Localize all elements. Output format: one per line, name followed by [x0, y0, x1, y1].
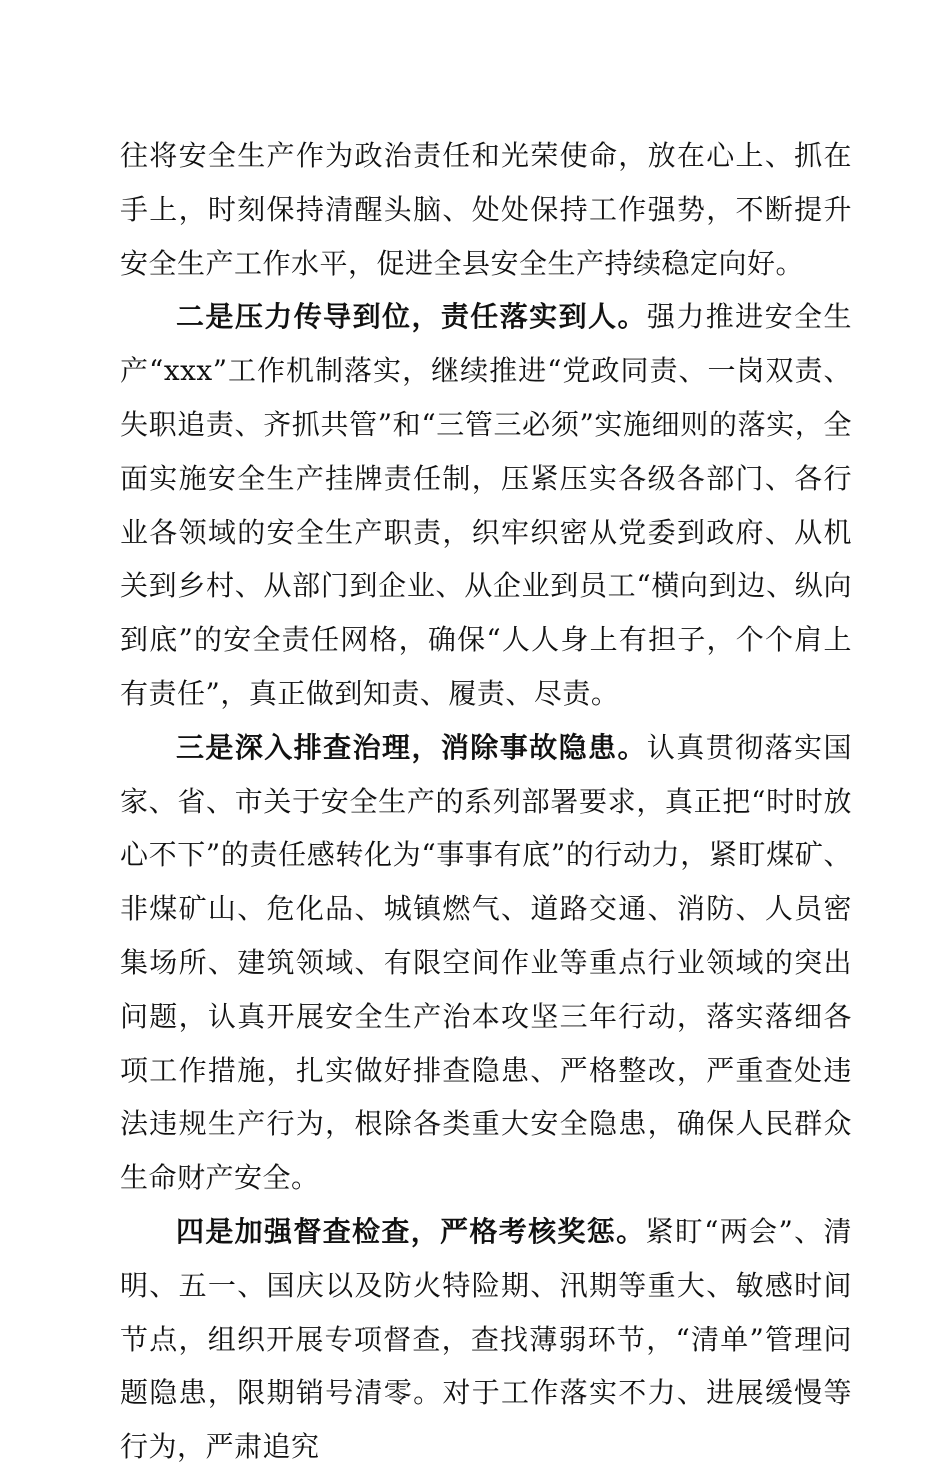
document-body [120, 129, 852, 1474]
paragraph-body: 强力推进安全生产“xxx”工作机制落实，继续推进“党政同责、一岗双责、失职追责、齐抓共管”和“三管三必须”实施细则的落实，全面实施安全生产挂牌责任制，压紧压实各级各部门、各行业各领域的安全生产职责，织牢织密从党委到政府、从机关到乡村、从部门到企业、从企业到员工“横向到边、纵向到底”的安全责任网格，确保“人人身上有担子，个个肩上有责任”，真正做到知责、履责、尽责。 [120, 300, 852, 710]
paragraph-2 [120, 290, 852, 720]
paragraph-body: 往将安全生产作为政治责任和光荣使命，放在心上、抓在手上，时刻保持清醒头脑、处处保持工作强势，不断提升安全生产工作水平，促进全县安全生产持续稳定向好。 [120, 139, 852, 280]
paragraph-4 [120, 1205, 852, 1474]
paragraph-continuation [120, 129, 852, 290]
paragraph-heading: 四是加强督查检查，严格考核奖惩。 [176, 1214, 646, 1248]
paragraph-heading: 三是深入排查治理，消除事故隐患。 [176, 730, 647, 764]
paragraph-body: 紧盯“两会”、清明、五一、国庆以及防火特险期、汛期等重大、敏感时间节点，组织开展专项督查，查找薄弱环节，“清单”管理问题隐患，限期销号清零。对于工作落实不力、进展缓慢等行为，严肃追究 [120, 1214, 852, 1464]
paragraph-body: 认真贯彻落实国家、省、市关于安全生产的系列部署要求，真正把“时时放心不下”的责任感转化为“事事有底”的行动力，紧盯煤矿、非煤矿山、危化品、城镇燃气、道路交通、消防、人员密集场所、建筑领域、有限空间作业等重点行业领域的突出问题，认真开展安全生产治本攻坚三年行动，落实落细各项工作措施，扎实做好排查隐患、严格整改，严重查处违法违规生产行为，根除各类重大安全隐患，确保人民群众生命财产安全。 [120, 730, 852, 1195]
paragraph-heading: 二是压力传导到位，责任落实到人。 [176, 300, 647, 334]
paragraph-3 [120, 721, 852, 1205]
